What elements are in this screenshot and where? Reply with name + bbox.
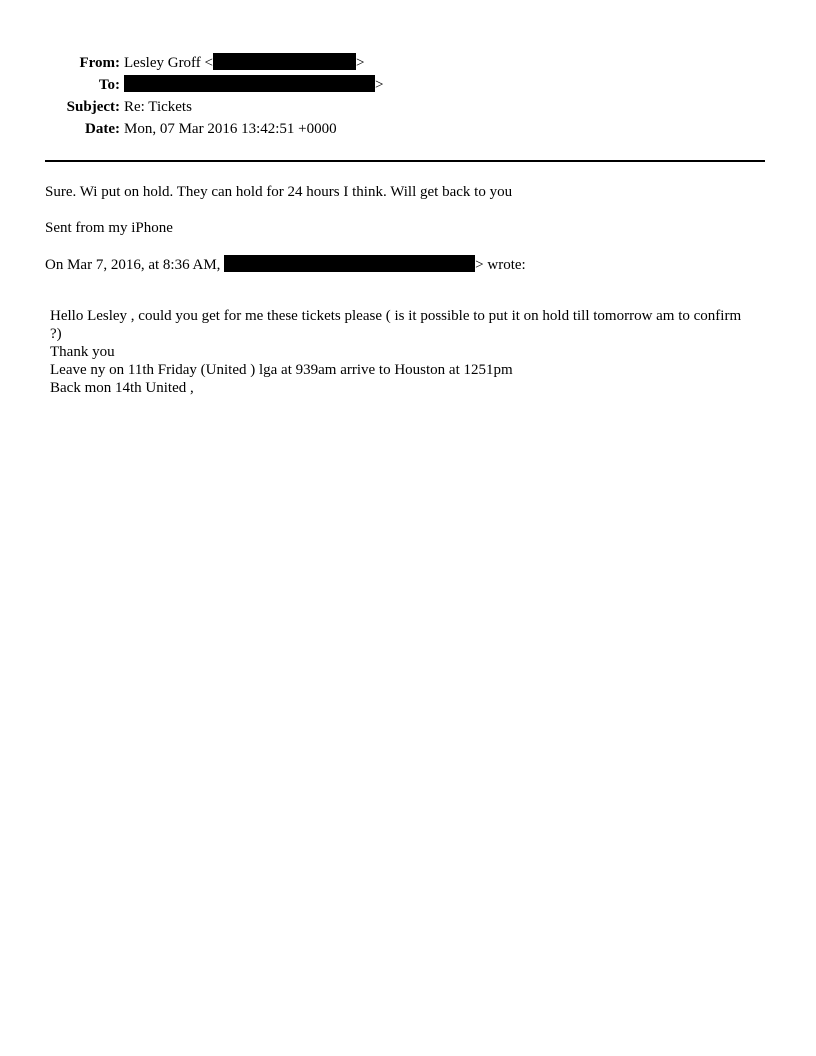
signature-line: Sent from my iPhone [45, 220, 173, 236]
quoted-message [50, 307, 750, 397]
from-name: Lesley Groff < [124, 55, 213, 71]
from-label: From: [79, 55, 120, 71]
to-row [0, 74, 816, 96]
date-label: Date: [85, 121, 120, 137]
attribution-line [45, 255, 526, 274]
to-label: To: [98, 77, 120, 93]
from-value [124, 52, 364, 74]
attribution-start: On Mar 7, 2016, at 8:36 AM, [45, 257, 225, 273]
to-end: > [375, 77, 384, 93]
subject-label: Subject: [66, 99, 120, 115]
attribution-end: > wrote: [475, 257, 526, 273]
subject-value: Re: Tickets [124, 99, 192, 115]
email-header [0, 52, 816, 140]
from-row [0, 52, 816, 74]
quoted-line: Thank you [50, 344, 115, 360]
quoted-line: Leave ny on 11th Friday (United ) lga at 939am arrive to Houston at 1251pm [50, 362, 513, 378]
reply-line: Sure. Wi put on hold. They can hold for 24 hours I think. Will get back to you [45, 184, 513, 200]
redacted-block [224, 255, 475, 272]
redacted-block [213, 53, 356, 70]
quoted-line: Hello Lesley , could you get for me these tickets please ( is it possible to put it on hold till tomorrow am to confirm ?) [50, 308, 742, 342]
from-end: > [356, 55, 365, 71]
header-divider [45, 160, 765, 162]
to-value [124, 74, 383, 96]
date-row [0, 118, 816, 140]
date-value: Mon, 07 Mar 2016 13:42:51 +0000 [124, 121, 337, 137]
quoted-line: Back mon 14th United , [50, 380, 194, 396]
subject-row [0, 96, 816, 118]
redacted-block [124, 75, 375, 92]
